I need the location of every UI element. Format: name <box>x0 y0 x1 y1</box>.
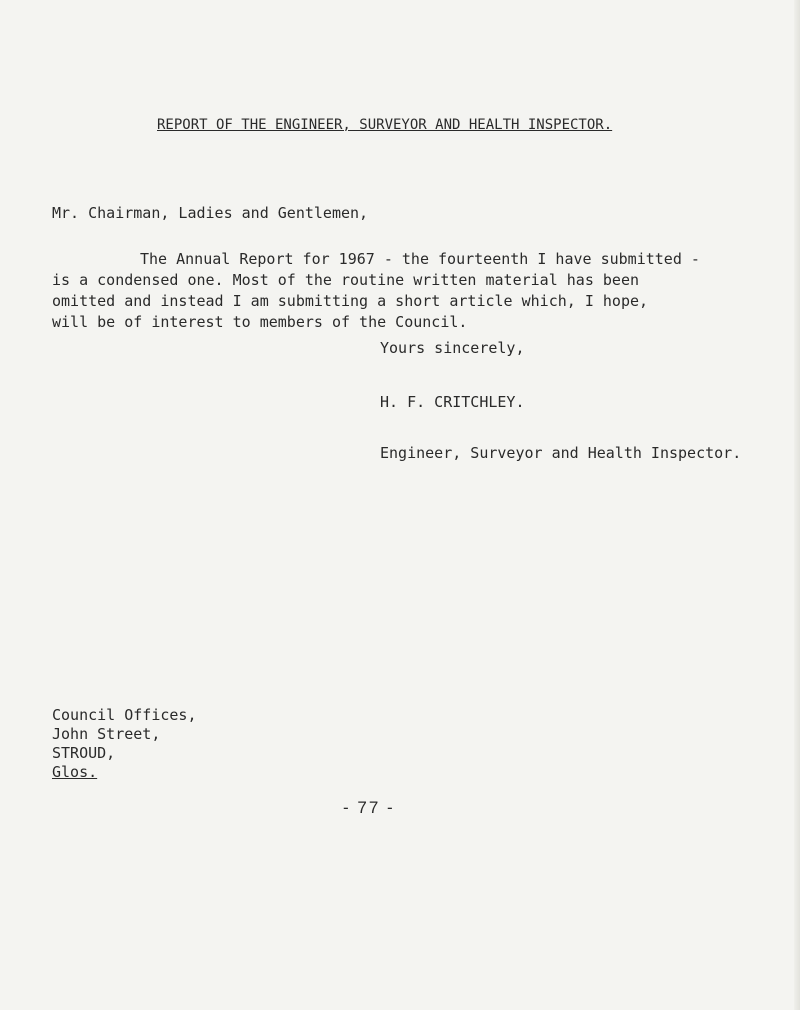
address-line: Council Offices, <box>52 706 197 724</box>
address-line: STROUD, <box>52 744 116 762</box>
salutation: Mr. Chairman, Ladies and Gentlemen, <box>52 204 369 222</box>
signature-name: H. F. CRITCHLEY. <box>380 393 525 411</box>
page-edge-shadow <box>794 0 800 1010</box>
closing: Yours sincerely, <box>380 339 525 357</box>
page-number: - 77 - <box>343 798 395 817</box>
address-block <box>52 706 197 782</box>
body-line: is a condensed one. Most of the routine written material has been <box>52 271 639 289</box>
body-line: The Annual Report for 1967 - the fourteenth I have submitted - <box>140 250 700 268</box>
address-line: Glos. <box>52 763 98 781</box>
body-line: omitted and instead I am submitting a short article which, I hope, <box>52 292 649 310</box>
signatory-title: Engineer, Surveyor and Health Inspector. <box>380 444 742 462</box>
report-heading: REPORT OF THE ENGINEER, SURVEYOR AND HEALTH INSPECTOR. <box>157 117 613 133</box>
address-line: John Street, <box>52 725 161 743</box>
body-paragraph <box>52 249 752 333</box>
body-line: will be of interest to members of the Council. <box>52 313 468 331</box>
